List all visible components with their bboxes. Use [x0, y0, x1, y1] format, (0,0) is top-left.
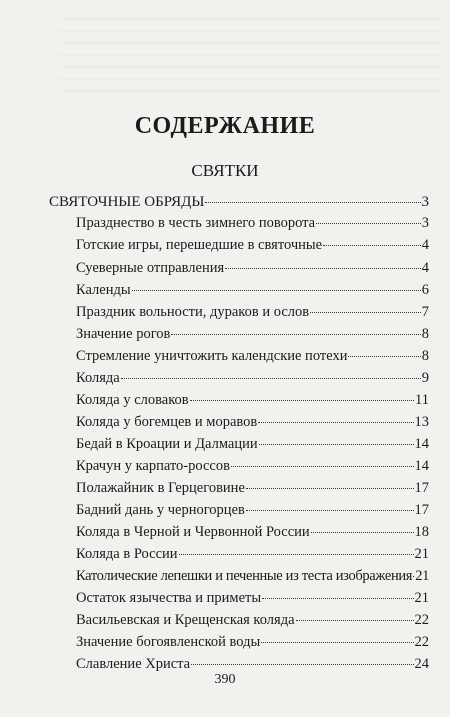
toc-entry-label: Коляда у словаков: [76, 392, 189, 408]
toc-entry-page: 4: [421, 237, 429, 253]
dot-leader: [262, 598, 413, 599]
toc-entry: [76, 589, 429, 607]
toc-entry: [76, 391, 429, 409]
dot-leader: [190, 400, 414, 401]
toc-entry-label: Стремление уничтожить календские потехи: [76, 348, 348, 364]
dot-leader: [316, 223, 421, 224]
toc-entry-label: Славление Христа: [76, 656, 191, 672]
toc-entry-page: 3: [421, 215, 429, 231]
toc-entry-label: Бадний дань у черногорцев: [76, 502, 245, 518]
toc-entry-page: 7: [421, 304, 429, 320]
toc-entry: [76, 523, 429, 541]
toc-entry: [76, 611, 429, 629]
toc-entry-page: 6: [421, 282, 429, 298]
dot-leader: [246, 510, 414, 511]
toc-entry: [76, 369, 429, 387]
toc-entry-label: Календы: [76, 282, 131, 298]
toc-entry: [76, 325, 429, 343]
toc-entry-page: 14: [414, 458, 429, 474]
toc-entry-page: 13: [414, 414, 429, 430]
toc-entry-page: 22: [414, 612, 429, 628]
toc-entry-page: 18: [414, 524, 429, 540]
toc-entry-label: Остаток язычества и приметы: [76, 590, 262, 606]
toc-entry-label: Празднество в честь зимнего поворота: [76, 215, 316, 231]
dot-leader: [323, 245, 421, 246]
toc-entry-page: 14: [414, 436, 429, 452]
toc-entry-label: Васильевская и Крещенская коляда: [76, 612, 295, 628]
toc-main-entry: [49, 193, 429, 211]
toc-entry-page: 17: [414, 502, 429, 518]
toc-entry: [76, 347, 429, 365]
toc-entry-page: 17: [414, 480, 429, 496]
dot-leader: [259, 444, 414, 445]
toc-entry-page: 21: [414, 590, 429, 606]
toc-entry-page: 24: [414, 656, 429, 672]
toc-entry: [76, 479, 429, 497]
toc-entry: [76, 281, 429, 299]
toc-entry-page: 4: [421, 260, 429, 276]
toc-entry-label: Значение богоявленской воды: [76, 634, 261, 650]
dot-leader: [246, 488, 414, 489]
dot-leader: [311, 532, 414, 533]
dot-leader: [261, 642, 413, 643]
dot-leader: [191, 664, 413, 665]
toc-entry: [76, 435, 429, 453]
toc-entry-label: Готские игры, перешедшие в святочные: [76, 237, 323, 253]
toc-entry-page: 11: [415, 392, 429, 408]
toc-entry: [76, 259, 429, 277]
toc-entry-page: 21: [415, 568, 429, 584]
toc-entry-page: 3: [421, 194, 429, 210]
toc-entry-label: Коляда в России: [76, 546, 178, 562]
toc-entry-label: Суеверные отправления: [76, 260, 225, 276]
toc-entry: [76, 303, 429, 321]
toc-entry: [76, 655, 429, 673]
toc-entry-label: Бедай в Кроации и Далмации: [76, 436, 258, 452]
dot-leader: [132, 290, 421, 291]
toc-entry-label: Коляда: [76, 370, 120, 386]
toc-entry: [76, 501, 429, 519]
toc-entry-page: 22: [414, 634, 429, 650]
toc-entry: [76, 236, 429, 254]
dot-leader: [171, 334, 420, 335]
toc-entry-label: Праздник вольности, дураков и ослов: [76, 304, 310, 320]
page-number: 390: [214, 672, 236, 687]
toc-entry: [76, 457, 429, 475]
dot-leader: [296, 620, 414, 621]
toc-entry-label: Католические лепешки и печенные из теста изображения: [76, 568, 413, 584]
toc-entry-page: 8: [421, 348, 429, 364]
dot-leader: [205, 202, 420, 203]
toc-entry-label: СВЯТОЧНЫЕ ОБРЯДЫ: [49, 194, 205, 210]
toc-entry-label: Коляда у богемцев и моравов: [76, 414, 258, 430]
toc-entry-page: 21: [414, 546, 429, 562]
dot-leader: [310, 312, 421, 313]
toc-entry: [76, 545, 429, 563]
dot-leader: [225, 268, 421, 269]
toc-entry-label: Коляда в Черной и Червонной России: [76, 524, 310, 540]
toc-entry-label: Значение рогов: [76, 326, 171, 342]
toc-entry-label: Крачун у карпато-россов: [76, 458, 230, 474]
toc-entry: [76, 567, 429, 585]
toc-entry: [76, 214, 429, 232]
page-title: СОДЕРЖАНИЕ: [134, 113, 316, 139]
dot-leader: [231, 466, 414, 467]
toc-entry: [76, 413, 429, 431]
dot-leader: [413, 576, 414, 577]
toc-entry-label: Полажайник в Герцеговине: [76, 480, 245, 496]
dot-leader: [258, 422, 413, 423]
toc-entry: [76, 633, 429, 651]
toc-entry-page: 8: [421, 326, 429, 342]
toc-entry-page: 9: [421, 370, 429, 386]
dot-leader: [179, 554, 414, 555]
dot-leader: [348, 356, 420, 357]
bleed-through-text: [60, 8, 440, 103]
dot-leader: [121, 378, 421, 379]
section-heading: СВЯТКИ: [191, 161, 259, 180]
